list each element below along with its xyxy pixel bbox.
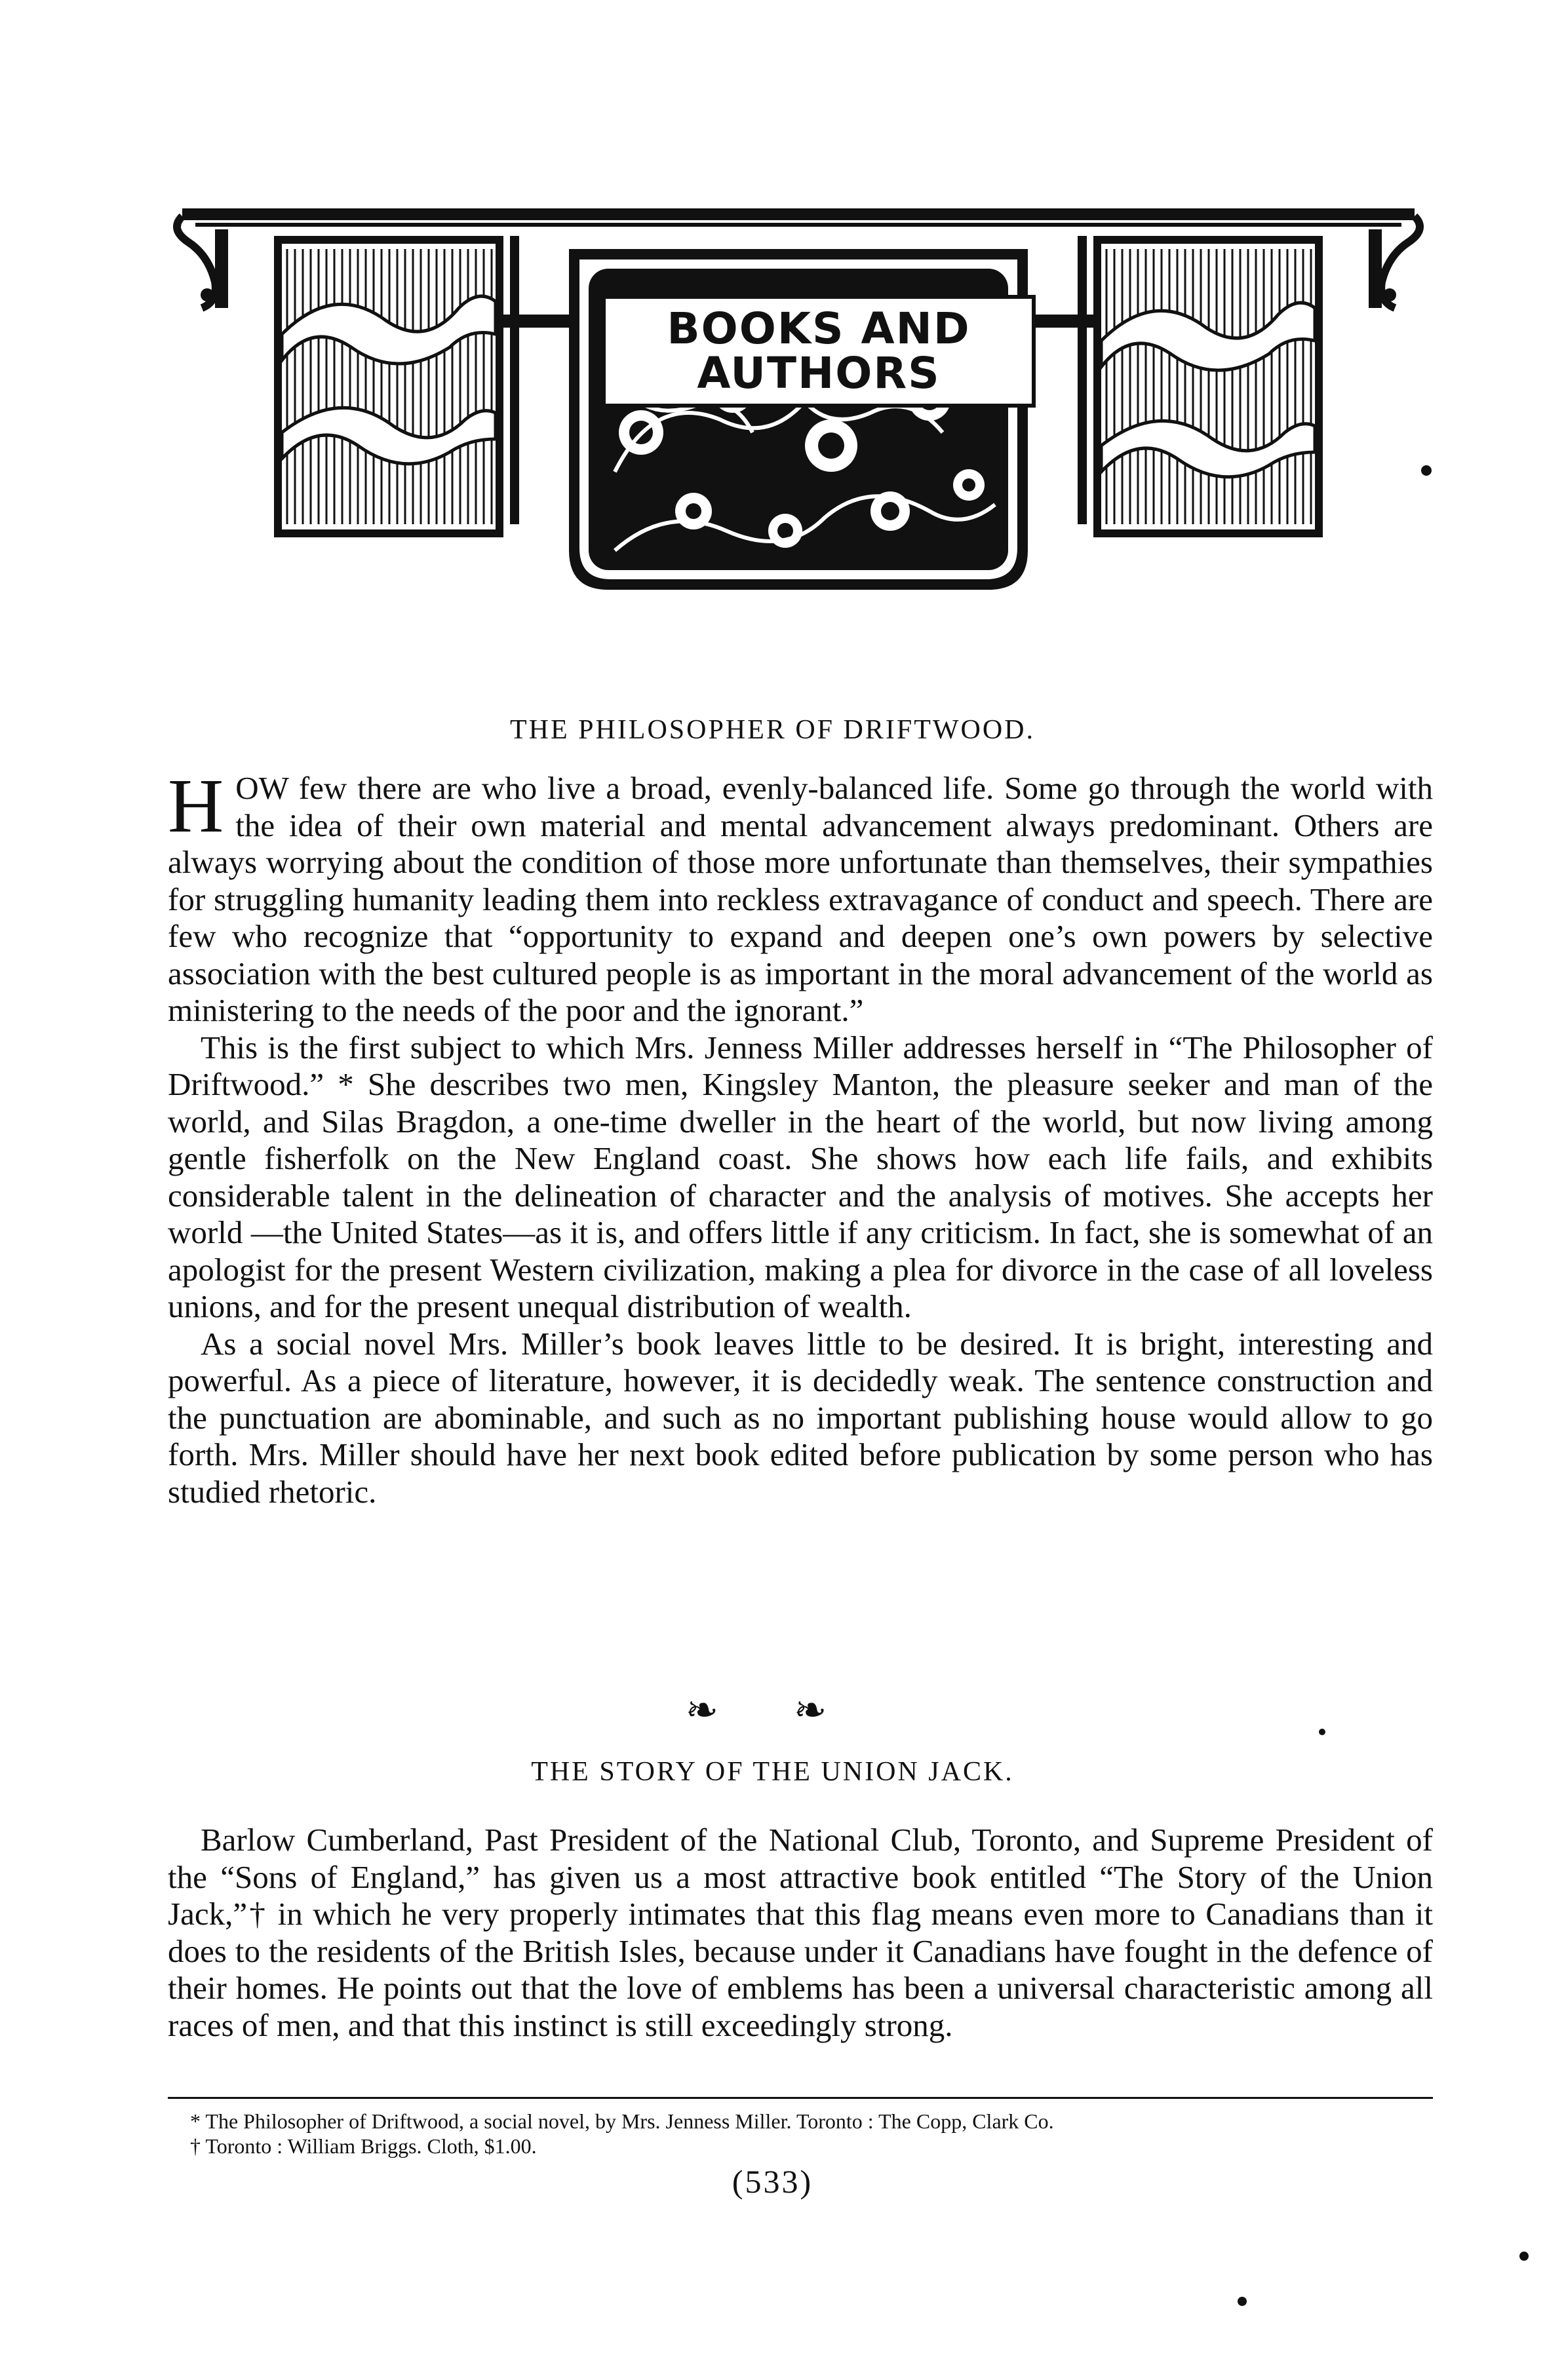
scan-speck (1519, 2252, 1529, 2261)
article-body-union-jack (168, 1822, 1433, 2044)
footnote-1: * The Philosopher of Driftwood, a social novel, by Mrs. Jenness Miller. Toronto : The Copp, Clark Co. (190, 2109, 1054, 2133)
scan-speck (1238, 2297, 1247, 2306)
drop-cap: H (168, 763, 224, 849)
title-plate (602, 295, 1036, 408)
section-title-union-jack: THE STORY OF THE UNION JACK. (531, 1757, 1014, 1787)
title-box (576, 275, 1165, 583)
paragraph-4: Barlow Cumberland, Past President of the National Club, Toronto, and Supreme President of the “Sons of England,” has given us a most attractive book entitled “The Story of the Union Jack,”† in which he very properly intimates that this flag means even more to Canadians than it does to the residents of the British Isles, because under it Canadians have fought in the defence of their homes. He points out that the love of emblems has been a universal characteristic among all races of men, and that this instinct is still exceedingly strong. (168, 1822, 1433, 2043)
footnote-2: † Toronto : William Briggs. Cloth, $1.00. (190, 2134, 537, 2158)
footnote-rule (168, 2097, 1433, 2099)
scan-speck (1421, 465, 1432, 476)
paragraph-3: As a social novel Mrs. Miller’s book leaves little to be desired. It is bright, interesting and powerful. As a piece of literature, however, it is decidedly weak. The sentence construction and the punctuation are abominable, and such as no important publishing house would allow to go forth. Mrs. Miller should have her next book edited before publication by some person who has studied rhetoric. (168, 1325, 1433, 1510)
paragraph-1 (168, 763, 1433, 1029)
left-wave-panel (274, 236, 503, 537)
scan-speck (1319, 1729, 1325, 1735)
header-title-line-2: AUTHORS (697, 348, 941, 398)
paragraph-1-text: OW few there are who live a broad, evenly-balanced life. Some go through the world with the idea of their own material and mental advancement always predominant. Others are always worrying about the condition of those more unfortunate than themselves, their sympathies for struggling humanity leading them into reckless extravagance of conduct and speech. There are few who recognize that “opportunity to expand and deepen one’s own powers by selective association with the best cultured people is as important in the moral advancement of the world as ministering to the needs of the poor and the ignorant.” (168, 770, 1433, 1028)
paragraph-2: This is the first subject to which Mrs. Jenness Miller addresses herself in “The Philosopher of Driftwood.” * She describes two men, Kingsley Manton, the pleasure seeker and man of the world, and Silas Bragdon, a one-time dweller in the heart of the world, but now living among gentle fisherfolk on the New England coast. She shows how each life fails, and exhibits considerable talent in the delineation of character and the analysis of motives. She accepts her world —the United States—as it is, and offers little if any criticism. In fact, she is somewhat of an apologist for the present Western civilization, making a plea for divorce in the case of all loveless unions, and for the present unequal distribution of wealth. (168, 1029, 1433, 1324)
header-title-line-1: BOOKS AND (667, 303, 971, 354)
section-title-philosopher: THE PHILOSOPHER OF DRIFTWOOD. (509, 715, 1036, 745)
books-and-authors-header (169, 197, 1428, 603)
footnotes (190, 2109, 1422, 2159)
article-body-philosopher (168, 763, 1433, 1510)
section-divider-fleurons: ❧ ❧ (685, 1689, 860, 1732)
page-number: (533) (732, 2163, 813, 2200)
